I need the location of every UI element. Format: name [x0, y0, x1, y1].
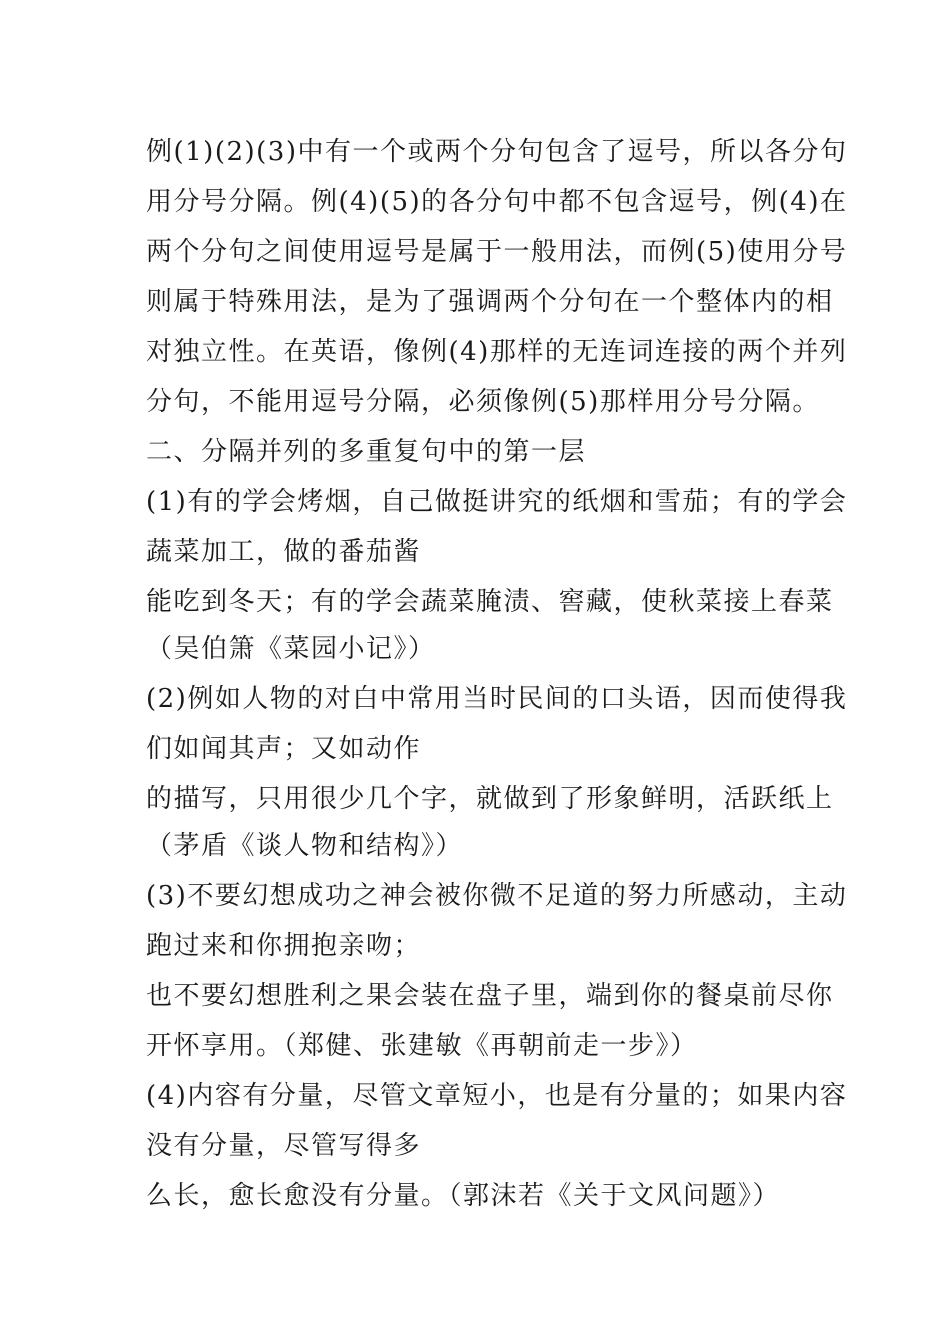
text-line: (1)有的学会烤烟，自己做挺讲究的纸烟和雪茄；有的学会 — [146, 487, 848, 517]
text-line: 也不要幻想胜利之果会装在盘子里，端到你的餐桌前尽你 — [146, 981, 834, 1011]
text-line: 分句，不能用逗号分隔，必须像例(5)那样用分号分隔。 — [146, 387, 820, 417]
text-line: 们如闻其声；又如动作 — [146, 734, 422, 764]
text-line: 么长，愈长愈没有分量。（郭沫若《关于文风问题》） — [146, 1181, 781, 1211]
section-heading: 二、分隔并列的多重复句中的第一层 — [146, 437, 587, 467]
text-line: 蔬菜加工，做的番茄酱 — [146, 537, 422, 567]
text-line: 对独立性。在英语，像例(4)那样的无连词连接的两个并列 — [146, 337, 848, 367]
text-line: 跑过来和你拥抱亲吻； — [146, 931, 422, 961]
text-line: 用分号分隔。例(4)(5)的各分句中都不包含逗号，例(4)在 — [146, 187, 848, 217]
text-line: (3)不要幻想成功之神会被你微不足道的努力所感动，主动 — [146, 881, 848, 911]
text-line: 则属于特殊用法，是为了强调两个分句在一个整体内的相 — [146, 287, 834, 317]
citation-line: （茅盾《谈人物和结构》） — [146, 831, 464, 861]
text-line: 的描写，只用很少几个字，就做到了形象鲜明，活跃纸上 — [146, 784, 834, 814]
text-line: (4)内容有分量，尽管文章短小，也是有分量的；如果内容 — [146, 1081, 848, 1111]
text-line: 开怀享用。（郑健、张建敏《再朝前走一步》） — [146, 1031, 698, 1061]
text-line: 没有分量，尽管写得多 — [146, 1131, 422, 1161]
text-line: 两个分句之间使用逗号是属于一般用法，而例(5)使用分号 — [146, 237, 848, 267]
text-line: (2)例如人物的对白中常用当时民间的口头语，因而使得我 — [146, 684, 848, 714]
text-line: 能吃到冬天；有的学会蔬菜腌渍、窖藏，使秋菜接上春菜 — [146, 587, 834, 617]
citation-line: （吴伯箫《菜园小记》） — [146, 634, 436, 664]
text-line: 例(1)(2)(3)中有一个或两个分句包含了逗号，所以各分句 — [146, 137, 848, 167]
